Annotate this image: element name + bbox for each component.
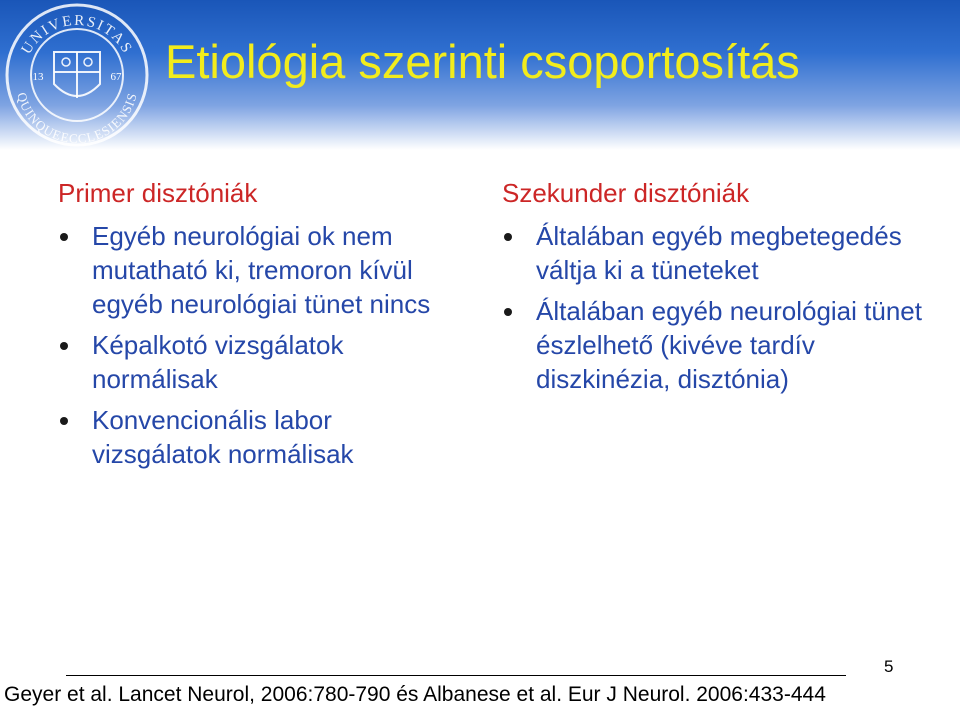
bullet-icon [504,233,512,241]
list-item [58,219,458,321]
secondary-dystonia-column [502,178,942,403]
bullet-icon [60,417,68,425]
footer-divider [66,675,846,676]
reference-footer: Geyer et al. Lancet Neurol, 2006:780-790 és Albanese et al. Eur J Neurol. 2006:433-444 [4,683,826,706]
primary-dystonia-column [58,178,458,478]
list-item [502,219,942,287]
svg-text:QUINQUEECCLESIENSIS [14,91,140,147]
slide-title: Etiológia szerinti csoportosítás [165,35,800,88]
primary-dystonia-heading: Primer disztóniák [58,178,258,208]
list-item-text: Egyéb neurológiai ok nem mutatható ki, tremoron kívül egyéb neurológiai tünet nincs [92,221,431,319]
seal-year-right: 67 [110,71,122,83]
list-item [502,294,942,396]
list-item-text: Általában egyéb neurológiai tünet észlelhető (kivéve tardív diszkinézia, disztónia) [536,296,922,394]
list-item [58,328,458,396]
university-seal-icon [2,0,152,150]
primary-dystonia-list [58,219,458,471]
list-item [58,403,458,471]
bullet-icon [504,308,512,316]
seal-upper-text: UNIVERSITAS [18,12,136,58]
secondary-dystonia-heading: Szekunder disztóniák [502,178,750,208]
list-item-text: Képalkotó vizsgálatok normálisak [92,330,344,394]
bullet-icon [60,342,68,350]
seal-lower-text: QUINQUEECCLESIENSIS [14,90,140,147]
page-number: 5 [884,657,894,676]
secondary-dystonia-list [502,219,942,396]
list-item-text: Általában egyéb megbetegedés váltja ki a tüneteket [536,221,902,285]
bullet-icon [60,233,68,241]
seal-year-left: 13 [32,71,44,83]
slide-header [0,0,960,150]
list-item-text: Konvencionális labor vizsgálatok normálisak [92,405,354,469]
